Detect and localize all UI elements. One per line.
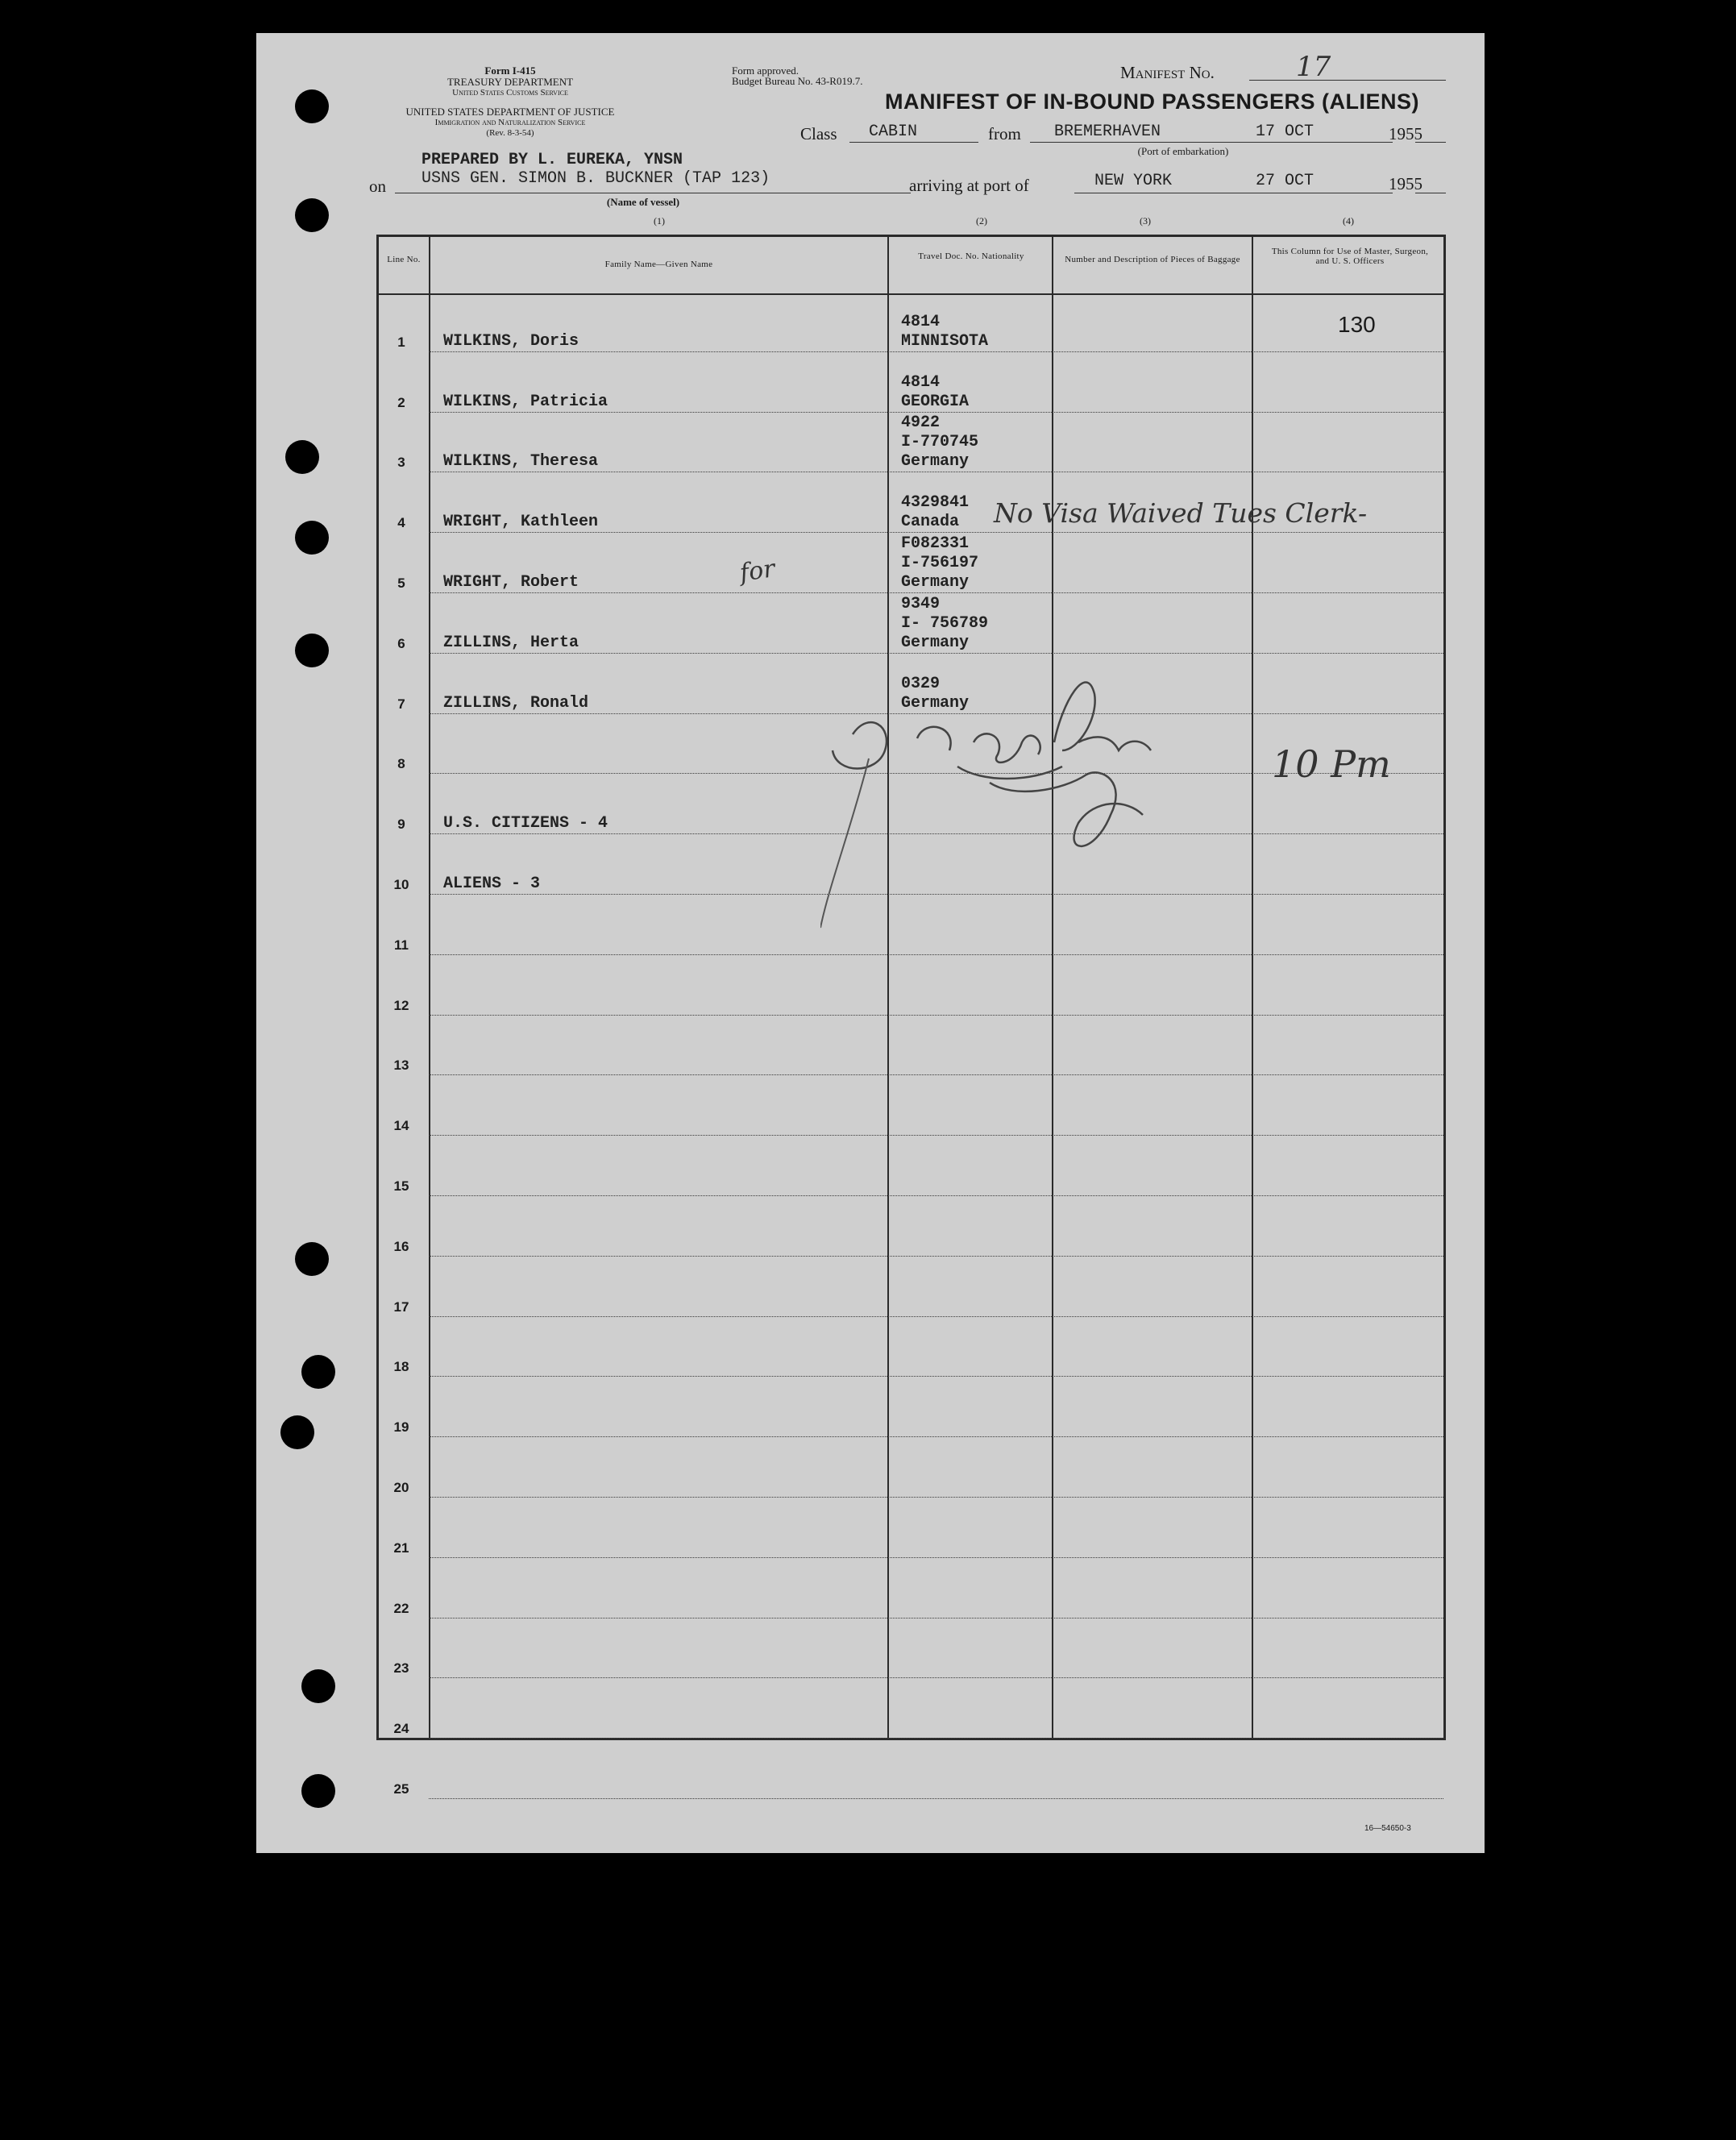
line-number: 9 — [397, 817, 405, 833]
travel-doc-line: Germany — [901, 633, 970, 652]
header-travel-doc: Travel Doc. No. Nationality — [918, 251, 1024, 261]
line-number: 21 — [393, 1540, 409, 1556]
travel-doc-line: 4329841 — [901, 493, 970, 513]
line-number: 13 — [393, 1058, 409, 1074]
from-year: 1955 — [1389, 124, 1422, 143]
signature-time: 10 Pm — [1272, 742, 1391, 786]
line-number: 14 — [393, 1118, 409, 1134]
arrival-port: NEW YORK — [1094, 172, 1173, 190]
line-number: 22 — [393, 1600, 409, 1616]
travel-doc-line: I-756197 — [901, 554, 979, 572]
manifest-no-value: 17 — [1296, 51, 1331, 83]
from-port: BREMERHAVEN — [1054, 123, 1161, 141]
line-number: 23 — [393, 1660, 409, 1677]
visa-waived-note: No Visa Waived Tues Clerk- — [994, 497, 1368, 529]
punch-hole — [285, 440, 319, 474]
line-number: 4 — [397, 515, 405, 531]
punch-hole — [301, 1669, 335, 1703]
travel-doc-line: I- 756789 — [901, 613, 989, 633]
line-number: 1 — [397, 334, 405, 350]
line-number: 25 — [393, 1781, 409, 1797]
header-baggage: Number and Description of Pieces of Baggage — [1065, 255, 1240, 264]
arriving-label: arriving at port of — [909, 176, 1029, 195]
port-embarkation-caption: (Port of embarkation) — [1137, 145, 1229, 157]
travel-doc-line: I-770745 — [901, 433, 979, 452]
line-number: 3 — [397, 455, 405, 471]
class-label: Class — [800, 124, 837, 143]
dept-treasury: TREASURY DEPARTMENT — [446, 76, 574, 88]
punch-hole — [295, 198, 329, 232]
travel-doc-line: GEORGIA — [901, 392, 970, 411]
travel-doc-line: F082331 — [901, 534, 970, 553]
passenger-name: WILKINS, Doris — [443, 331, 579, 351]
col-num-4: (4) — [1343, 215, 1354, 226]
header-officers: This Column for Use of Master, Surgeon, and U. S. Officers — [1271, 247, 1429, 266]
manifest-no-label: Manifest No. — [1120, 63, 1215, 82]
travel-doc-line: Germany — [901, 693, 970, 713]
travel-doc-line: MINNISOTA — [901, 331, 989, 351]
line-number: 16 — [393, 1238, 409, 1254]
travel-doc-line: 0329 — [901, 674, 941, 693]
travel-doc-line: 4814 — [901, 312, 941, 331]
prepared-by: PREPARED BY L. EUREKA, YNSN — [422, 151, 683, 169]
travel-doc-line: Germany — [901, 573, 970, 592]
punch-hole — [301, 1774, 335, 1808]
dept-justice: UNITED STATES DEPARTMENT OF JUSTICE — [405, 106, 615, 118]
line-number: 17 — [393, 1299, 409, 1315]
passenger-name: WRIGHT, Robert — [443, 573, 579, 592]
col-num-2: (2) — [976, 215, 987, 226]
line-number: 6 — [397, 635, 405, 651]
header-line-no: Line No. — [387, 255, 421, 264]
line-number: 2 — [397, 394, 405, 410]
from-label: from — [988, 124, 1021, 143]
passenger-name: ALIENS - 3 — [443, 875, 541, 893]
passenger-name: ZILLINS, Ronald — [443, 693, 589, 713]
from-date: 17 OCT — [1256, 123, 1314, 141]
col-num-3: (3) — [1140, 215, 1151, 226]
line-number: 15 — [393, 1178, 409, 1194]
travel-doc-line: Germany — [901, 452, 970, 472]
travel-doc-line: 4922 — [901, 413, 941, 433]
line-number: 20 — [393, 1480, 409, 1495]
line-number: 19 — [393, 1419, 409, 1436]
on-label: on — [369, 177, 386, 196]
officer-signature — [820, 662, 1320, 936]
form-approved: Form approved. — [732, 64, 799, 77]
ins-service: Immigration and Naturalization Service — [434, 118, 586, 127]
arrival-year: 1955 — [1389, 174, 1422, 193]
punch-hole — [295, 1242, 329, 1276]
passenger-name: WRIGHT, Kathleen — [443, 513, 599, 532]
passenger-name: WILKINS, Theresa — [443, 452, 599, 472]
form-number: Form I-415 — [484, 64, 536, 77]
manifest-title: MANIFEST OF IN-BOUND PASSENGERS (ALIENS) — [885, 89, 1420, 114]
vessel-name: USNS GEN. SIMON B. BUCKNER (TAP 123) — [422, 169, 770, 188]
customs-service: United States Customs Service — [452, 88, 568, 98]
officer-entry: 130 — [1338, 311, 1376, 337]
punch-hole — [295, 89, 329, 123]
line-number: 7 — [397, 696, 405, 712]
travel-doc-line: 4814 — [901, 372, 941, 392]
line-number: 12 — [393, 997, 409, 1013]
for-note: for — [737, 555, 777, 588]
punch-hole — [280, 1415, 314, 1449]
arrival-date: 27 OCT — [1256, 172, 1314, 190]
passenger-table — [376, 235, 1446, 1797]
col-num-1: (1) — [654, 215, 665, 226]
budget-bureau: Budget Bureau No. 43-R019.7. — [732, 75, 863, 87]
passenger-name: WILKINS, Patricia — [443, 392, 608, 411]
revision-date: (Rev. 8-3-54) — [486, 128, 534, 138]
footer-code: 16—54650-3 — [1364, 1824, 1411, 1833]
punch-hole — [295, 521, 329, 555]
line-number: 10 — [393, 877, 409, 892]
line-number: 11 — [394, 937, 409, 953]
header-name: Family Name—Given Name — [604, 260, 713, 269]
vessel-caption: (Name of vessel) — [606, 196, 680, 208]
punch-hole — [301, 1355, 335, 1389]
class-value: CABIN — [869, 123, 918, 141]
line-number: 18 — [393, 1359, 409, 1375]
punch-hole — [295, 634, 329, 667]
line-number: 24 — [393, 1721, 409, 1737]
travel-doc-line: 9349 — [901, 594, 941, 613]
travel-doc-line: Canada — [901, 513, 960, 532]
line-number: 8 — [397, 756, 405, 772]
manifest-sheet — [256, 33, 1485, 1853]
line-number: 5 — [397, 576, 405, 591]
passenger-name: ZILLINS, Herta — [443, 633, 579, 652]
passenger-name: U.S. CITIZENS - 4 — [443, 814, 608, 833]
